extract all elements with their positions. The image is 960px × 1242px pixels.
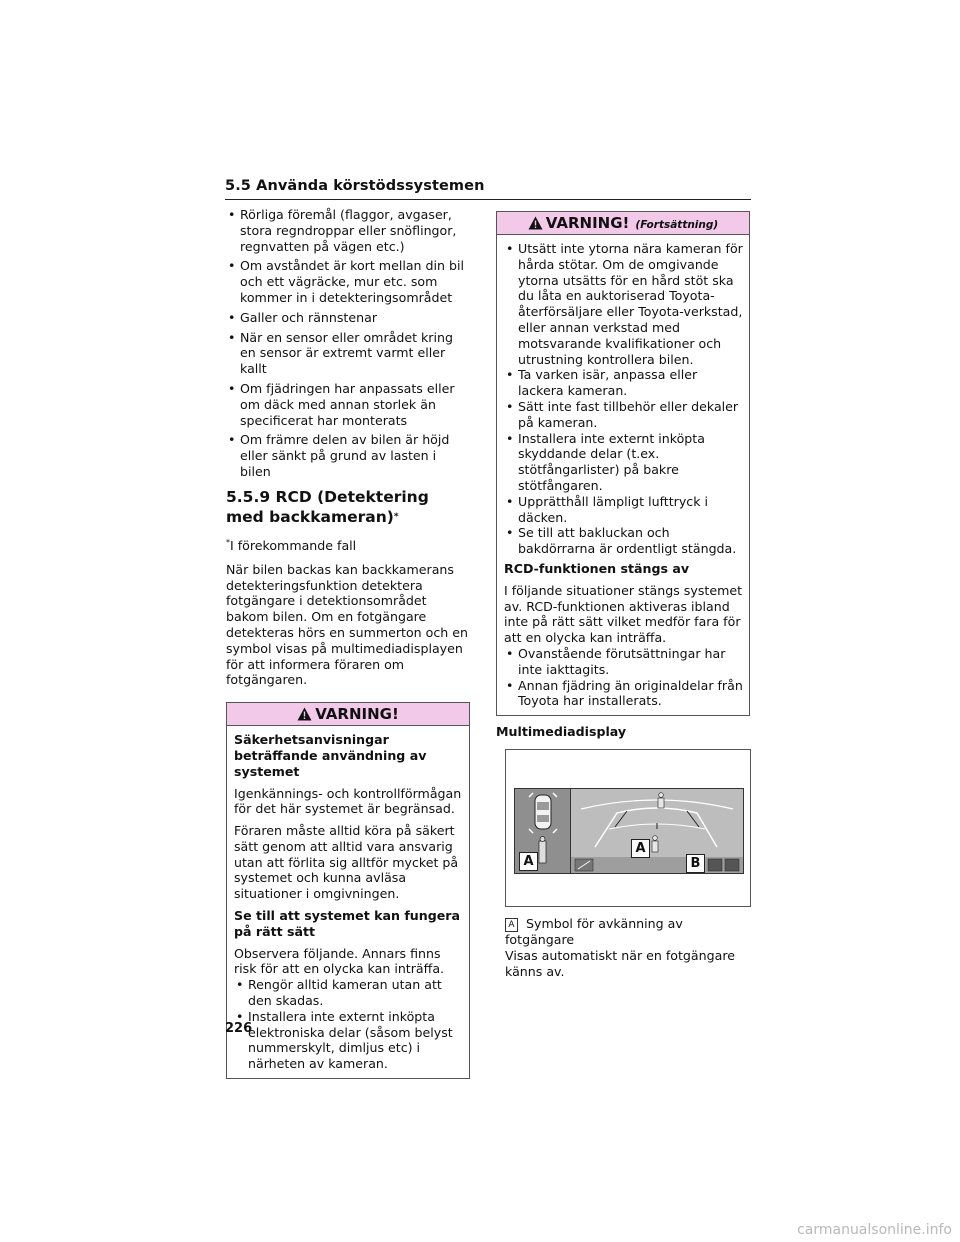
footnote-text: I förekommande fall — [230, 537, 357, 553]
display-screen — [514, 788, 744, 874]
warning-paragraph: Igenkännings- och kontrollförmågan för det här systemet är begränsad. — [234, 785, 462, 817]
figure-legend — [505, 916, 755, 979]
callout-a-label: A — [631, 839, 650, 858]
warning-body — [227, 726, 469, 1078]
rear-camera-view — [571, 789, 743, 873]
warning-paragraph: I följande situationer stängs systemet av. RCD-funktionen aktiveras ibland inte på rätt sätt vilket medför fara för att en olycka kan inträffa. — [504, 582, 743, 646]
warning-box-continued — [496, 211, 750, 716]
section-divider — [225, 199, 751, 200]
list-item: • Sätt inte fast tillbehör eller dekaler på kameran. — [504, 399, 743, 431]
list-item: • Om fjädringen har anpassats eller om däck med annan storlek än specificerat har monterats — [226, 381, 470, 428]
legend-item — [505, 916, 755, 948]
watermark: carmanualsonline.info — [797, 1222, 952, 1238]
list-item: • Utsätt inte ytorna nära kameran för hårda stötar. Om de omgivande ytorna utsätts för en hård stöt ska du låta en auktoriserad Toyota-återförsäljare eller Toyota-verkstad, eller annan verkstad med motsvarande kvalifikationer och utrustning kontrollera bilen. — [504, 241, 743, 367]
footnote-mark: * — [226, 537, 230, 547]
list-item: • Rörliga föremål (flaggor, avgaser, stora regndroppar eller snöflingor, regnvatten på vägen etc.) — [226, 207, 470, 254]
right-column — [496, 211, 750, 740]
warning-paragraph: Föraren måste alltid köra på säkert sätt genom att alltid vara ansvarig utan att förlita sig alltför mycket på systemet och kunna avläsa situationer i omgivningen. — [234, 823, 459, 902]
list-item: • Rengör alltid kameran utan att den skadas. — [234, 977, 463, 1009]
warning-header — [497, 212, 749, 235]
list-item: • Om avståndet är kort mellan din bil och ett vägräcke, mur etc. som kommer in i detekteringsområdet — [226, 258, 470, 305]
figure-label: Multimediadisplay — [496, 724, 627, 740]
intro-paragraph: När bilen backas kan backkamerans detekteringsfunktion detektera fotgängare i detektionsområdet bakom bilen. Om en fotgängare detekteras hörs en summerton och en symbol visas på multimediadisplayen för att informera föraren om fotgängaren. — [226, 561, 469, 688]
warning-list — [504, 646, 743, 709]
heading-footnote-mark: * — [393, 511, 399, 522]
warning-triangle-icon — [297, 705, 312, 727]
warning-subheading: RCD-funktionen stängs av — [504, 560, 690, 576]
warning-list — [234, 977, 463, 1072]
list-item: • Installera inte externt inköpta skyddande delar (t.ex. stötfångarlister) på bakre stötfångaren. — [504, 431, 743, 494]
footnote — [226, 535, 470, 554]
list-item: • Installera inte externt inköpta elektroniska delar (såsom belyst nummerskylt, dimljus etc) i närheten av kameran. — [234, 1009, 463, 1072]
warning-body — [497, 235, 749, 715]
list-item: • Se till att bakluckan och bakdörrarna är ordentligt stängda. — [504, 525, 743, 557]
list-item: • Galler och rännstenar — [226, 310, 470, 326]
warning-triangle-icon — [528, 214, 543, 236]
continued-label: (Fortsättning) — [635, 219, 719, 231]
left-column — [226, 207, 470, 1079]
camera-guidelines-icon — [571, 789, 743, 873]
heading-text: 5.5.9 RCD (Detektering med backkameran) — [226, 487, 429, 526]
subsection-heading — [226, 487, 470, 527]
list-item: • Ta varken isär, anpassa eller lackera kameran. — [504, 367, 743, 399]
warning-paragraph: Observera följande. Annars finns risk för att en olycka kan inträffa. — [234, 945, 445, 977]
warning-subheading: Se till att systemet kan fungera på rätt sätt — [234, 908, 461, 939]
page-number: 226 — [225, 1021, 253, 1036]
list-item: • Upprätthåll lämpligt lufttryck i däcken. — [504, 494, 743, 526]
multimedia-display-figure — [505, 749, 751, 907]
warning-title: VARNING! — [545, 214, 630, 232]
warning-title: VARNING! — [315, 705, 399, 724]
warning-subheading: Säkerhetsanvisningar beträffande användning av systemet — [234, 732, 427, 779]
legend-key: A — [505, 918, 518, 932]
legend-description: Visas automatiskt när en fotgängare känns av. — [505, 947, 735, 979]
conditions-list — [226, 207, 470, 480]
legend-title: Symbol för avkänning av fotgängare — [505, 916, 683, 947]
callout-a-label: A — [519, 852, 538, 871]
list-item: • Ovanstående förutsättningar har inte iakttagits. — [504, 646, 743, 678]
list-item: • Annan fjädring än originaldelar från Toyota har installerats. — [504, 678, 743, 710]
warning-box — [226, 702, 470, 1079]
warning-header — [227, 703, 469, 726]
callout-b-label: B — [686, 854, 705, 873]
section-title: 5.5 Använda körstödssystemen — [225, 178, 485, 194]
list-item: • När en sensor eller området kring en sensor är extremt varmt eller kallt — [226, 330, 470, 377]
warning-list — [504, 241, 743, 557]
list-item: • Om främre delen av bilen är höjd eller sänkt på grund av lasten i bilen — [226, 432, 470, 479]
